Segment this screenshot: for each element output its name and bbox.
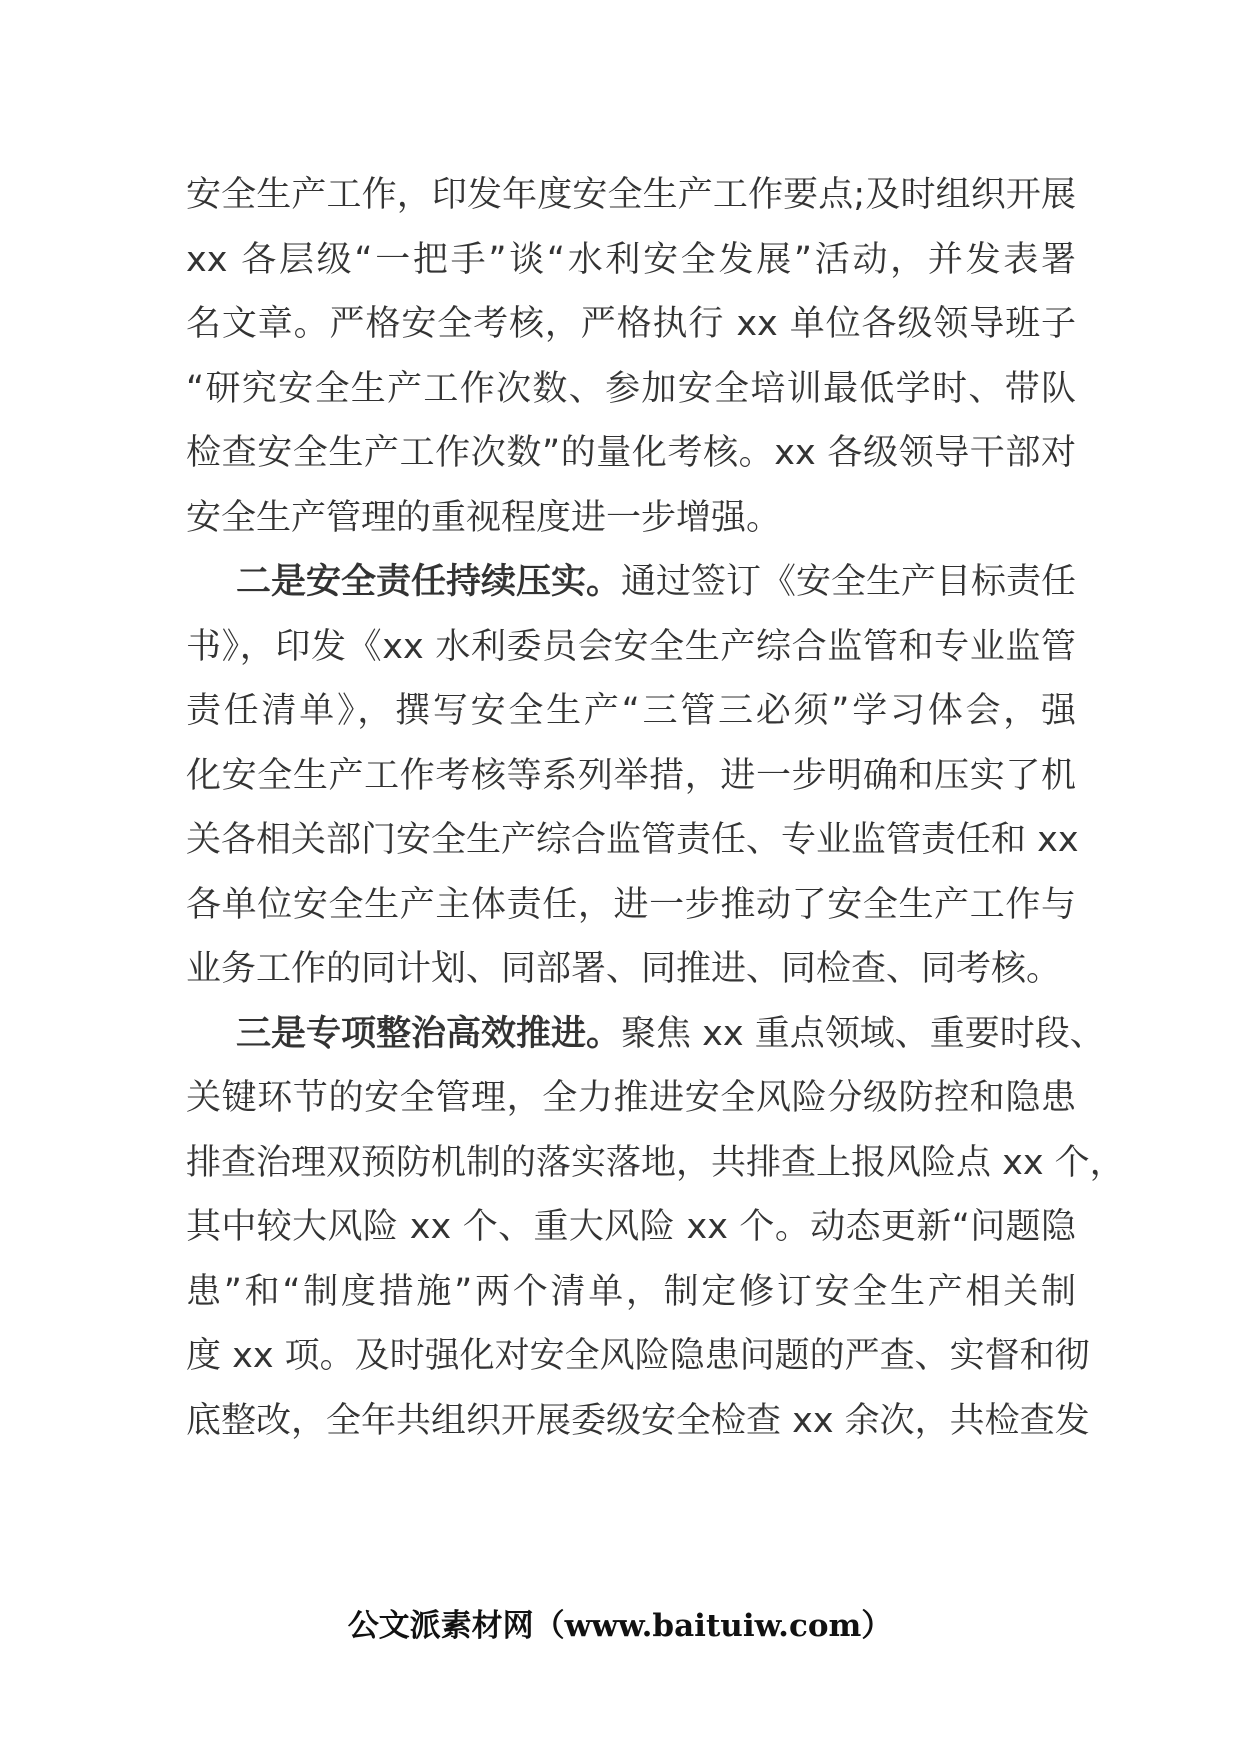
- text-line: 安全生产管理的重视程度进一步增强。: [186, 497, 782, 538]
- text-line: 化安全生产工作考核等系列举措，进一步明确和压实了机: [186, 755, 1076, 796]
- text-line: 患”和“制度措施”两个清单，制定修订安全生产相关制: [186, 1271, 1076, 1312]
- text-line: 排查治理双预防机制的落实落地，共排查上报风险点 xx 个，: [186, 1142, 1125, 1183]
- text-line: xx 各层级“一把手”谈“水利安全发展”活动，并发表署: [186, 239, 1076, 280]
- document-body: [186, 163, 1125, 1453]
- footer-watermark: 公文派素材网（www.baituiw.com）: [347, 1608, 893, 1644]
- text-run: 聚焦 xx 重点领域、重要时段、: [621, 1013, 1105, 1054]
- text-line: 书》，印发《xx 水利委员会安全生产综合监管和专业监管: [186, 626, 1076, 667]
- paragraph-first-line: [186, 550, 1076, 615]
- paragraph-heading: 三是专项整治高效推进。: [236, 1013, 622, 1054]
- text-line: 度 xx 项。及时强化对安全风险隐患问题的严查、实督和彻: [186, 1336, 1090, 1376]
- text-run: 通过签订《安全生产目标责任: [621, 562, 1077, 602]
- text-line: 关各相关部门安全生产综合监管责任、专业监管责任和 xx: [186, 820, 1079, 860]
- text-line: 名文章。严格安全考核，严格执行 xx 单位各级领导班子: [186, 304, 1076, 344]
- text-line: 业务工作的同计划、同部署、同推进、同检查、同考核。: [186, 949, 1062, 989]
- text-line: 责任清单》，撰写安全生产“三管三必须”学习体会，强: [186, 691, 1076, 731]
- paragraph-heading: 二是安全责任持续压实。: [236, 562, 622, 602]
- text-line: 其中较大风险 xx 个、重大风险 xx 个。动态更新“问题隐: [186, 1207, 1076, 1247]
- paragraph-first-line: [186, 1002, 1105, 1067]
- text-line: 安全生产工作，印发年度安全生产工作要点;及时组织开展: [186, 175, 1076, 215]
- text-line: 底整改，全年共组织开展委级安全检查 xx 余次，共检查发: [186, 1400, 1090, 1441]
- text-line: 各单位安全生产主体责任，进一步推动了安全生产工作与: [186, 884, 1076, 925]
- text-line: 关键环节的安全管理，全力推进安全风险分级防控和隐患: [186, 1078, 1076, 1118]
- text-line: 检查安全生产工作次数”的量化考核。xx 各级领导干部对: [186, 433, 1076, 473]
- text-line: “研究安全生产工作次数、参加安全培训最低学时、带队: [186, 368, 1076, 409]
